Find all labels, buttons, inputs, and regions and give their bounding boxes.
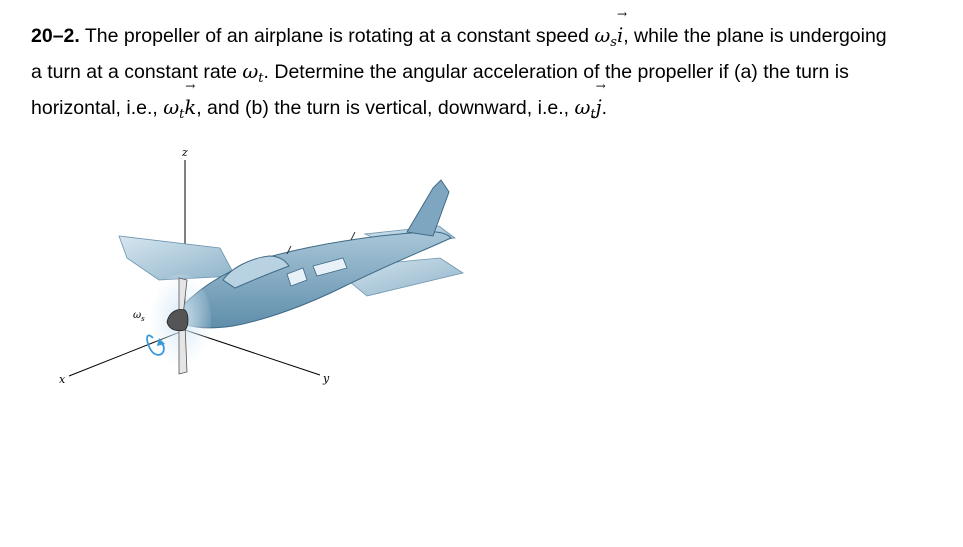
airplane-diagram xyxy=(55,140,515,400)
unit-vector-j: → j xyxy=(595,79,606,119)
z-axis-label: z xyxy=(182,146,188,159)
unit-vector-i: → i xyxy=(616,7,628,47)
omega-subscript: t xyxy=(179,107,185,122)
line3-end: . xyxy=(601,97,608,119)
omega-symbol: ω xyxy=(574,96,591,119)
line1-text: The propeller of an airplane is rotating at a constant speed xyxy=(84,25,595,47)
problem-statement xyxy=(31,7,951,129)
near-wing xyxy=(119,236,235,280)
omega-symbol: ω xyxy=(242,60,259,83)
problem-line-2 xyxy=(31,57,951,93)
omega-subscript: t xyxy=(258,71,264,86)
problem-number: 20–2. xyxy=(31,25,80,47)
line2-rest: . Determine the angular acceleration of the propeller if (a) the turn is xyxy=(263,61,849,83)
line2-text: a turn at a constant rate xyxy=(31,61,243,83)
omega-s-label: $\omega_s$ xyxy=(133,310,145,323)
vertical-tail xyxy=(407,180,449,236)
omega-symbol: ω xyxy=(163,96,180,119)
problem-line-3 xyxy=(31,79,951,129)
y-axis-label: y xyxy=(323,372,330,385)
x-axis-label: x xyxy=(59,373,66,386)
line3-text: horizontal, i.e., xyxy=(31,97,164,119)
unit-vector-k: → k xyxy=(184,79,197,119)
problem-line-1 xyxy=(31,7,951,57)
omega-subscript: s xyxy=(610,35,617,50)
line1-rest: , while the plane is undergoing xyxy=(623,25,887,47)
omega-symbol: ω xyxy=(594,24,611,47)
line3-mid: , and (b) the turn is vertical, downward, i.e., xyxy=(196,97,575,119)
antenna xyxy=(351,232,355,240)
omega-subscript: t xyxy=(590,107,596,122)
airplane-figure xyxy=(55,140,515,400)
